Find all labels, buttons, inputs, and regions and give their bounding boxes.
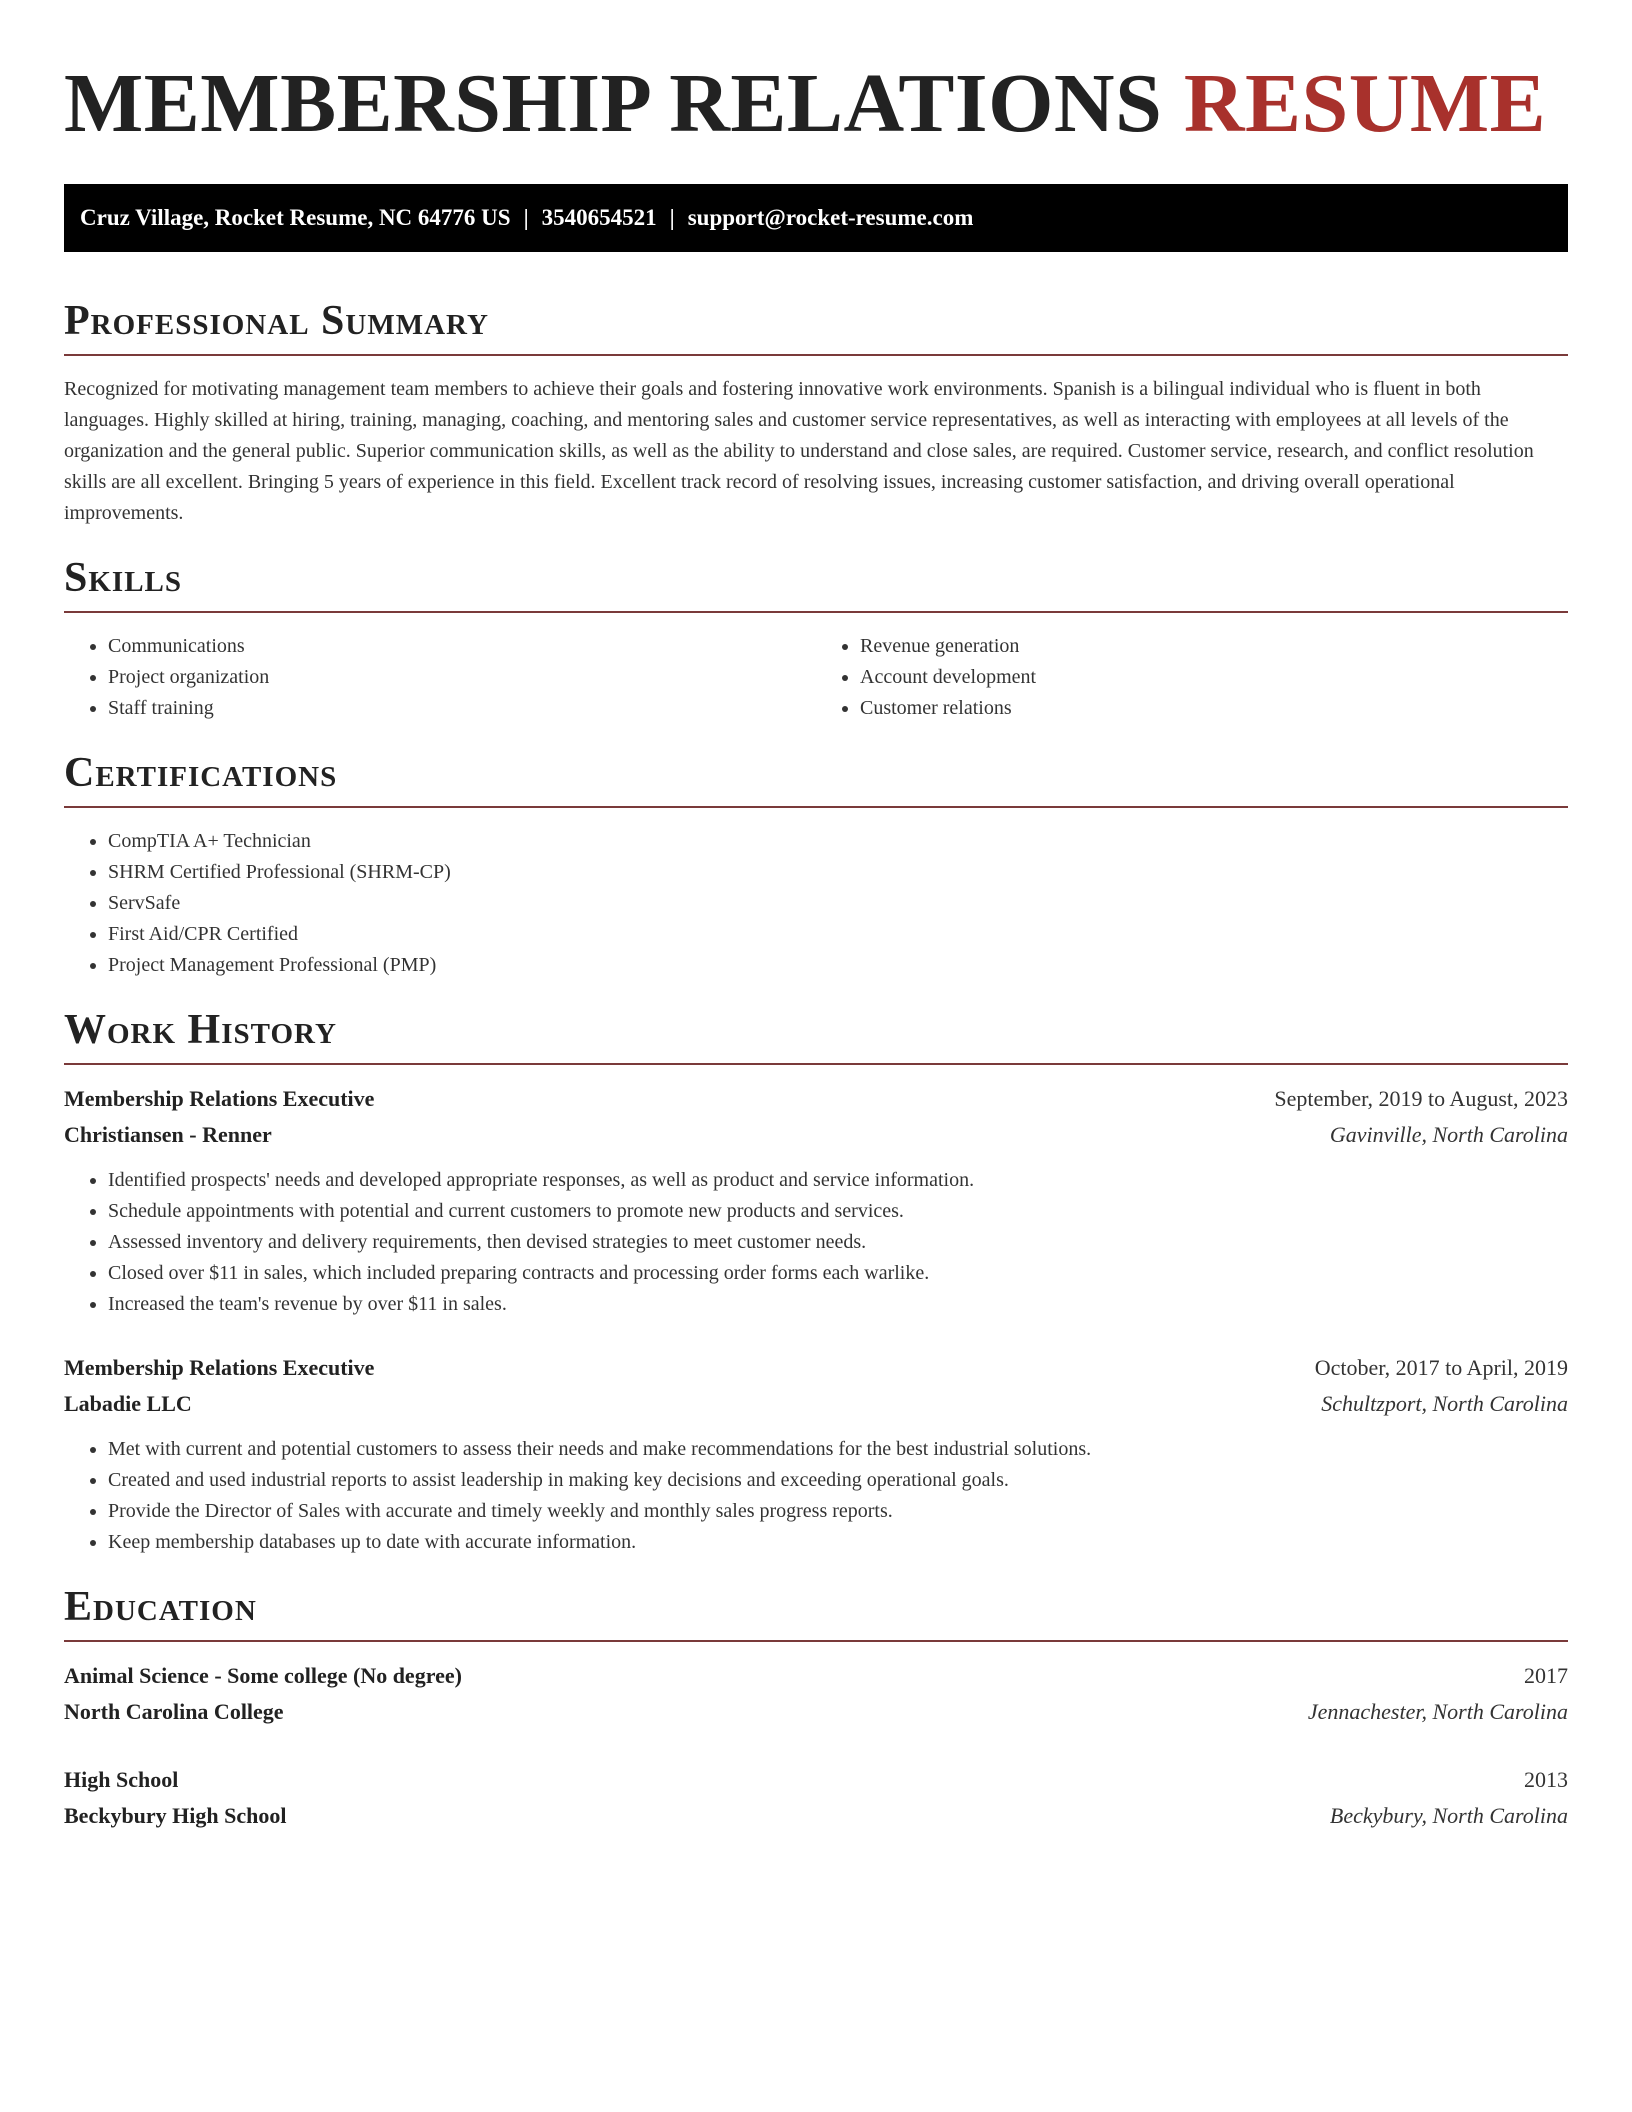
contact-separator: | — [669, 205, 675, 230]
job-bullet: • Assessed inventory and delivery requirements, then devised strategies to meet customer needs. — [108, 1227, 1568, 1258]
skill-item: • Revenue generation — [860, 631, 1568, 662]
contact-bar — [64, 184, 1568, 252]
section-heading-certifications: Certifications — [64, 750, 338, 796]
skill-item: • Communications — [108, 631, 816, 662]
education-header-row — [64, 1658, 1568, 1694]
section-heading-work-history: Work History — [64, 1007, 337, 1053]
education-school-row — [64, 1694, 1568, 1730]
certification-item: • First Aid/CPR Certified — [108, 919, 1568, 950]
education-location: Beckybury, North Carolina — [1329, 1803, 1568, 1828]
job-title: Membership Relations Executive — [64, 1086, 375, 1111]
education-school: North Carolina College — [64, 1699, 284, 1724]
job-bullet: • Identified prospects' needs and developed appropriate responses, as well as product and service information. — [108, 1165, 1568, 1196]
skill-item: • Project organization — [108, 662, 816, 693]
summary-section — [64, 296, 1568, 529]
education-section — [64, 1582, 1568, 1834]
job-bullet: • Provide the Director of Sales with accurate and timely weekly and monthly sales progress reports. — [108, 1496, 1568, 1527]
job-header-row — [64, 1350, 1568, 1386]
job-bullet: • Increased the team's revenue by over $11 in sales. — [108, 1289, 1568, 1320]
job-bullets — [64, 1434, 1568, 1558]
certification-item: • SHRM Certified Professional (SHRM-CP) — [108, 857, 1568, 888]
skills-list-right — [816, 631, 1568, 724]
resume-title — [64, 54, 1568, 154]
contact-phone: 3540654521 — [541, 205, 657, 230]
job-location: Schultzport, North Carolina — [1321, 1391, 1568, 1416]
skill-item: • Customer relations — [860, 693, 1568, 724]
certification-item: • ServSafe — [108, 888, 1568, 919]
education-degree: Animal Science - Some college (No degree) — [64, 1663, 462, 1688]
section-heading-education: Education — [64, 1584, 257, 1630]
job-bullets — [64, 1165, 1568, 1320]
job-bullet: • Keep membership databases up to date with accurate information. — [108, 1527, 1568, 1558]
skills-grid — [64, 613, 1568, 724]
job-bullet: • Created and used industrial reports to assist leadership in making key decisions and exceeding operational goals. — [108, 1465, 1568, 1496]
job-company-row — [64, 1117, 1568, 1153]
education-year: 2013 — [1524, 1767, 1568, 1792]
section-heading-summary: Professional Summary — [64, 298, 489, 344]
section-divider — [64, 1640, 1568, 1642]
section-divider — [64, 806, 1568, 808]
skill-item: • Account development — [860, 662, 1568, 693]
job-bullet: • Closed over $11 in sales, which included preparing contracts and processing order forms each warlike. — [108, 1258, 1568, 1289]
job-dates: October, 2017 to April, 2019 — [1314, 1355, 1568, 1380]
skills-list-left — [64, 631, 816, 724]
summary-text: Recognized for motivating management team members to achieve their goals and fostering innovative work environments. Spanish is a bilingual individual who is fluent in both languages. Highly skilled at hiring, training, managing, coaching, and mentoring sales and customer service representatives, as well as interacting with employees at all levels of the organization and the general public. Superior communication skills, as well as the ability to understand and close sales, are required. Customer service, research, and conflict resolution skills are all excellent. Bringing 5 years of experience in this field. Excellent track record of resolving issues, increasing customer satisfaction, and driving overall operational improvements. — [64, 378, 1534, 524]
contact-separator: | — [523, 205, 529, 230]
skills-section — [64, 553, 1568, 724]
title-accent: RESUME — [1183, 57, 1547, 150]
contact-email: support@rocket-resume.com — [687, 205, 974, 230]
certifications-list — [64, 826, 1568, 981]
job-location: Gavinville, North Carolina — [1329, 1122, 1568, 1147]
education-year: 2017 — [1524, 1663, 1568, 1688]
certifications-section — [64, 748, 1568, 981]
job-title: Membership Relations Executive — [64, 1355, 375, 1380]
section-heading-skills: Skills — [64, 555, 183, 601]
job-header-row — [64, 1081, 1568, 1117]
job-company: Labadie LLC — [64, 1391, 192, 1416]
education-header-row — [64, 1762, 1568, 1798]
job-bullet: • Schedule appointments with potential and current customers to promote new products and services. — [108, 1196, 1568, 1227]
title-main: MEMBERSHIP RELATIONS — [64, 57, 1163, 150]
education-school: Beckybury High School — [64, 1803, 287, 1828]
contact-address: Cruz Village, Rocket Resume, NC 64776 US — [80, 205, 511, 230]
job-dates: September, 2019 to August, 2023 — [1274, 1086, 1568, 1111]
job-entry — [64, 1350, 1568, 1558]
certification-item: • CompTIA A+ Technician — [108, 826, 1568, 857]
section-divider — [64, 1063, 1568, 1065]
skill-item: • Staff training — [108, 693, 816, 724]
job-company: Christiansen - Renner — [64, 1122, 272, 1147]
work-history-section — [64, 1005, 1568, 1558]
education-degree: High School — [64, 1767, 179, 1792]
section-divider — [64, 354, 1568, 356]
job-bullet: • Met with current and potential customers to assess their needs and make recommendations for the best industrial solutions. — [108, 1434, 1568, 1465]
education-entry — [64, 1658, 1568, 1730]
education-location: Jennachester, North Carolina — [1307, 1699, 1568, 1724]
job-company-row — [64, 1386, 1568, 1422]
education-entry — [64, 1762, 1568, 1834]
job-entry — [64, 1081, 1568, 1320]
certification-item: • Project Management Professional (PMP) — [108, 950, 1568, 981]
education-school-row — [64, 1798, 1568, 1834]
